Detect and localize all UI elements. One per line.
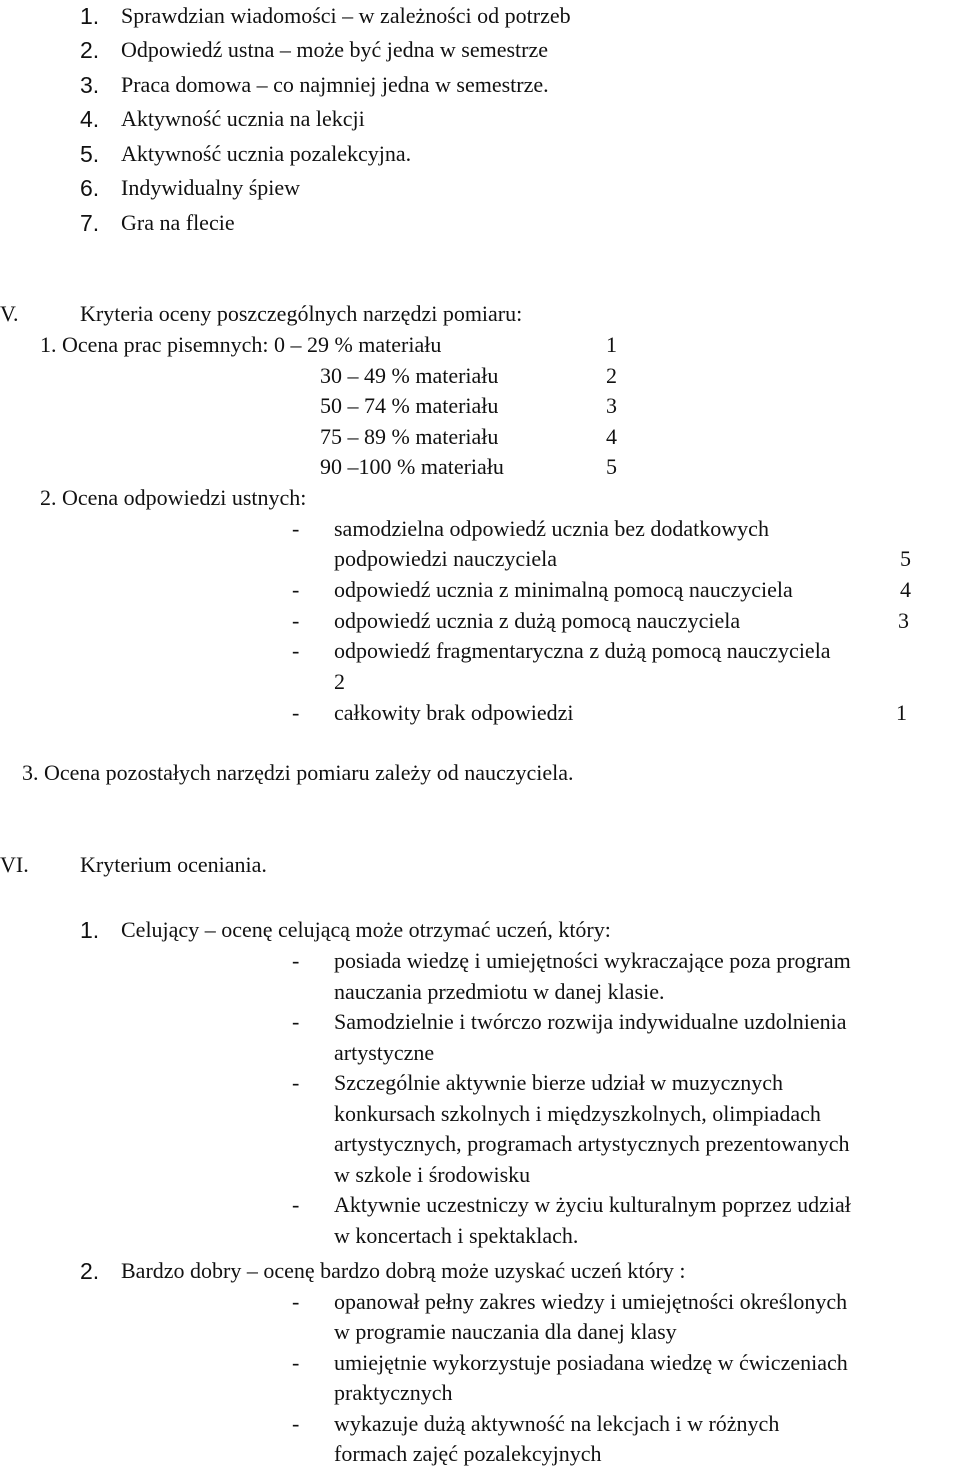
grade-value: 5 — [900, 546, 911, 571]
grade-value: 5 — [606, 454, 617, 479]
grade-heading: Celujący – ocenę celującą może otrzymać uczeń, który: — [121, 917, 611, 942]
criterion-line: artystyczne — [334, 1040, 435, 1065]
dash-bullet: - — [292, 638, 300, 663]
list-item: Gra na flecie — [121, 210, 235, 235]
grade-value: 4 — [900, 577, 911, 602]
list-number: 4. — [80, 106, 100, 132]
oral-item: podpowiedzi nauczyciela — [334, 546, 557, 571]
dash-bullet: - — [292, 948, 300, 973]
grade-value: 3 — [898, 608, 909, 633]
criterion-line: formach zajęć pozalekcyjnych — [334, 1441, 602, 1466]
criterion-line: w programie nauczania dla danej klasy — [334, 1319, 677, 1344]
range-text: 50 – 74 % materiału — [320, 393, 499, 418]
oral-item: odpowiedź ucznia z dużą pomocą nauczyciela — [334, 608, 741, 633]
dash-bullet: - — [292, 608, 300, 633]
list-number: 6. — [80, 175, 100, 201]
list-item: Odpowiedź ustna – może być jedna w semestrze — [121, 37, 549, 62]
other-tools-note: 3. Ocena pozostałych narzędzi pomiaru zależy od nauczyciela. — [22, 760, 574, 785]
dash-bullet: - — [292, 1289, 300, 1314]
criterion-line: w szkole i środowisku — [334, 1162, 531, 1187]
dash-bullet: - — [292, 577, 300, 602]
grade-heading: Bardzo dobry – ocenę bardzo dobrą może uzyskać uczeń który : — [121, 1258, 686, 1283]
criterion-line: wykazuje dużą aktywność na lekcjach i w różnych — [334, 1411, 780, 1436]
list-number: 7. — [80, 210, 100, 236]
criterion-line: nauczania przedmiotu w danej klasie. — [334, 979, 665, 1004]
oral-item: odpowiedź fragmentaryczna z dużą pomocą nauczyciela — [334, 638, 831, 663]
grade-value: 1 — [896, 700, 907, 725]
list-number: 1. — [80, 917, 100, 943]
grade-value: 4 — [606, 424, 617, 449]
criterion-line: Szczególnie aktywnie bierze udział w muzycznych — [334, 1070, 783, 1095]
oral-item: samodzielna odpowiedź ucznia bez dodatkowych — [334, 516, 769, 541]
range-text: 75 – 89 % materiału — [320, 424, 499, 449]
oral-item: odpowiedź ucznia z minimalną pomocą nauczyciela — [334, 577, 793, 602]
grade-value: 1 — [606, 332, 617, 357]
section-number: V. — [0, 301, 19, 326]
list-item: Aktywność ucznia na lekcji — [121, 106, 365, 131]
dash-bullet: - — [292, 1192, 300, 1217]
dash-bullet: - — [292, 1009, 300, 1034]
criterion-line: praktycznych — [334, 1380, 453, 1405]
criterion-line: Samodzielnie i twórczo rozwija indywidualne uzdolnienia — [334, 1009, 847, 1034]
dash-bullet: - — [292, 700, 300, 725]
grade-value: 3 — [606, 393, 617, 418]
criterion-line: Aktywnie uczestniczy w życiu kulturalnym poprzez udział — [334, 1192, 851, 1217]
list-number: 1. — [80, 3, 100, 29]
section-title: Kryteria oceny poszczególnych narzędzi pomiaru: — [80, 301, 523, 326]
oral-label: 2. Ocena odpowiedzi ustnych: — [40, 485, 307, 510]
grade-value: 2 — [606, 363, 617, 388]
dash-bullet: - — [292, 1350, 300, 1375]
list-number: 2. — [80, 37, 100, 63]
dash-bullet: - — [292, 1070, 300, 1095]
list-item: Indywidualny śpiew — [121, 175, 301, 200]
list-number: 5. — [80, 141, 100, 167]
criterion-line: w koncertach i spektaklach. — [334, 1223, 579, 1248]
criterion-line: artystycznych, programach artystycznych prezentowanych — [334, 1131, 850, 1156]
criterion-line: umiejętnie wykorzystuje posiadana wiedzę w ćwiczeniach — [334, 1350, 848, 1375]
criterion-line: opanował pełny zakres wiedzy i umiejętności określonych — [334, 1289, 848, 1314]
criterion-line: posiada wiedzę i umiejętności wykraczające poza program — [334, 948, 851, 973]
dash-bullet: - — [292, 1411, 300, 1436]
written-label: 1. Ocena prac pisemnych: 0 – 29 % materiału — [40, 332, 442, 357]
list-item: Aktywność ucznia pozalekcyjna. — [121, 141, 412, 166]
section-title: Kryterium oceniania. — [80, 852, 267, 877]
grade-value: 2 — [334, 669, 345, 694]
section-number: VI. — [0, 852, 29, 877]
list-number: 3. — [80, 72, 100, 98]
oral-item: całkowity brak odpowiedzi — [334, 700, 574, 725]
list-number: 2. — [80, 1258, 100, 1284]
criterion-line: konkursach szkolnych i międzyszkolnych, olimpiadach — [334, 1101, 821, 1126]
range-text: 90 –100 % materiału — [320, 454, 504, 479]
list-item: Praca domowa – co najmniej jedna w semestrze. — [121, 72, 549, 97]
range-text: 30 – 49 % materiału — [320, 363, 499, 388]
list-item: Sprawdzian wiadomości – w zależności od potrzeb — [121, 3, 571, 28]
dash-bullet: - — [292, 516, 300, 541]
